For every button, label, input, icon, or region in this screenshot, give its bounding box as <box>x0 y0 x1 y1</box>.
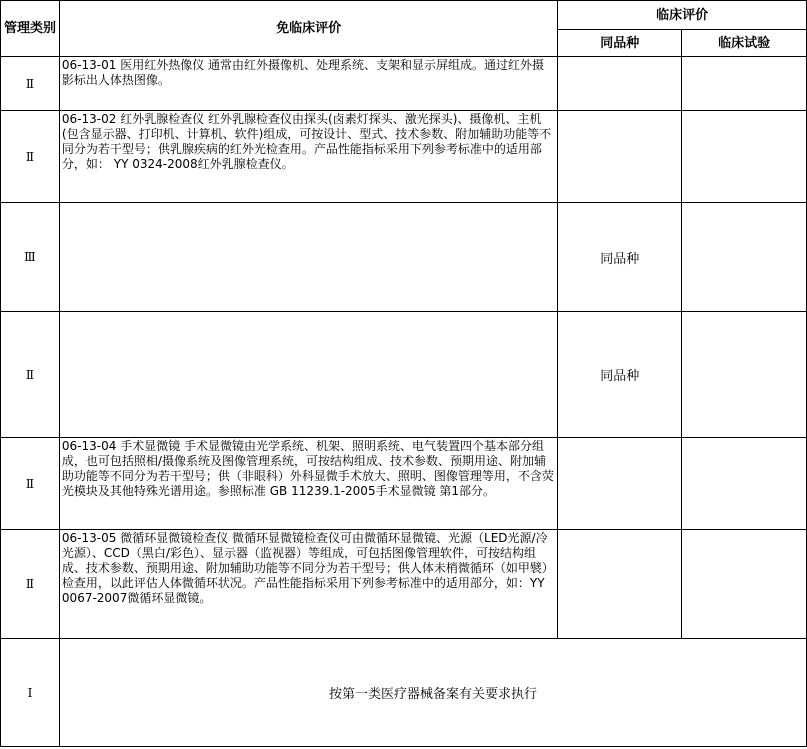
same-variety-cell <box>558 111 682 203</box>
category-cell: Ⅰ <box>1 639 60 747</box>
category-cell: Ⅱ <box>1 57 60 111</box>
exempt-cell <box>59 57 557 111</box>
table-row <box>1 639 807 747</box>
table-row <box>1 312 807 438</box>
category-cell: Ⅱ <box>1 438 60 530</box>
clinical-trial-cell <box>682 312 807 438</box>
same-variety-cell <box>558 438 682 530</box>
exempt-cell <box>59 312 557 438</box>
same-variety-cell: 同品种 <box>558 312 682 438</box>
same-variety-cell: 同品种 <box>558 203 682 312</box>
exempt-cell <box>59 530 557 639</box>
same-variety-cell <box>558 57 682 111</box>
category-cell: Ⅱ <box>1 111 60 203</box>
header-clinical-trial: 临床试验 <box>682 30 807 57</box>
table-row <box>1 57 807 111</box>
table-row <box>1 111 807 203</box>
category-cell: Ⅲ <box>1 203 60 312</box>
clinical-trial-cell <box>682 111 807 203</box>
exempt-text: 06-13-02 红外乳腺检查仪 红外乳腺检查仪由探头(卤素灯探头、激光探头)、摄像机、主机(包含显示器、打印机、计算机、软件)组成，可按设计、型式、技术参数、附加辅助功能等不同分为若干型号；供乳腺疾病的红外光检查用。产品性能指标采用下列参考标准中的适用部分，如： YY 0324-2008红外乳腺检查仪。 <box>61 112 552 171</box>
category-cell: Ⅱ <box>1 312 60 438</box>
exempt-text: 06-13-01 医用红外热像仪 通常由红外摄像机、处理系统、支架和显示屏组成。通过红外摄影标出人体热图像。 <box>61 58 545 87</box>
table-row <box>1 530 807 639</box>
header-clinical: 临床评价 <box>558 1 807 30</box>
exempt-cell <box>59 438 557 530</box>
exempt-cell <box>59 111 557 203</box>
exempt-text: 06-13-04 手术显微镜 手术显微镜由光学系统、机架、照明系统、电气装置四个基本部分组成，也可包括照相/摄像系统及图像管理系统，可按结构组成、技术参数、预期用途、附加辅助功能等不同分为若干型号；供（非眼科）外科显微手术放大、照明、图像管理等用，不含荧光模块及其他特殊光谱用途。参照标准 GB 11239.1-2005手术显微镜 第1部分。 <box>61 439 554 498</box>
exempt-cell <box>59 203 557 312</box>
header-same-variety: 同品种 <box>558 30 682 57</box>
header-exempt: 免临床评价 <box>59 1 557 57</box>
table-row <box>1 438 807 530</box>
header-category: 管理类别 <box>1 1 60 57</box>
table-row <box>1 203 807 312</box>
clinical-trial-cell <box>682 57 807 111</box>
category-cell: Ⅱ <box>1 530 60 639</box>
clinical-trial-cell <box>682 203 807 312</box>
clinical-trial-cell <box>682 438 807 530</box>
class-one-note: 按第一类医疗器械备案有关要求执行 <box>59 639 806 747</box>
same-variety-cell <box>558 530 682 639</box>
exempt-text: 06-13-05 微循环显微镜检查仪 微循环显微镜检查仪可由微循环显微镜、光源（LED光源/冷光源）、CCD（黑白/彩色）、显示器（监视器）等组成，可包括图像管理软件，可按结构组成、技术参数、预期用途、附加辅助功能等不同分为若干型号；供人体未梢微循环（如甲襞）检查用，以此评估人体微循环状况。产品性能指标采用下列参考标准中的适用部分，如：YY 0067-2007微循环显微镜。 <box>61 531 554 605</box>
clinical-trial-cell <box>682 530 807 639</box>
